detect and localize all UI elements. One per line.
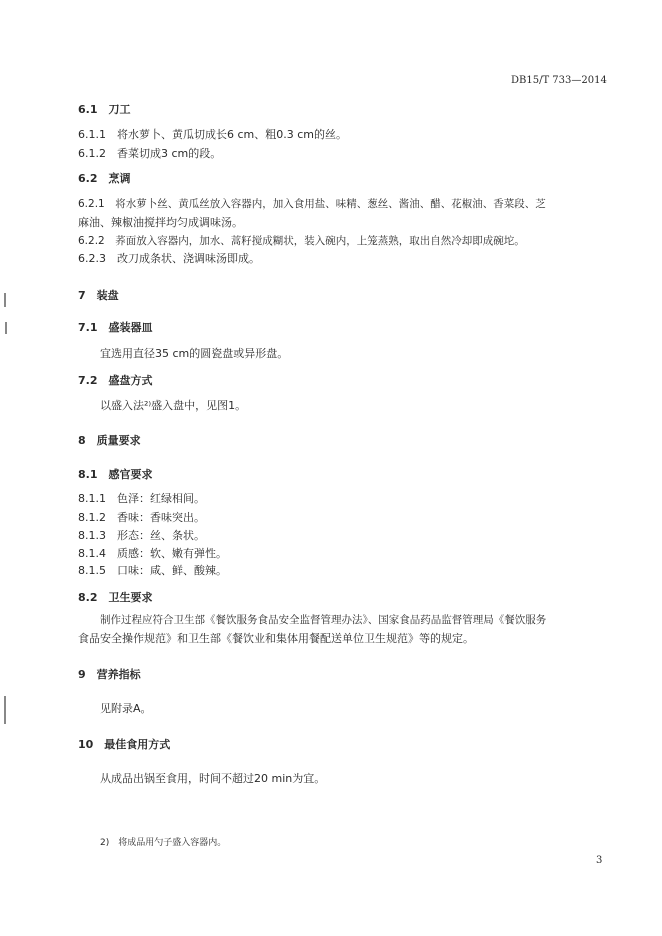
sensory-item: 8.1.2 香味：香味突出。 (78, 511, 205, 524)
item-6-1-2: 6.1.2 香菜切成3 cm的段。 (78, 147, 222, 160)
section-9-text: 见附录A。 (100, 702, 152, 715)
section-7-heading: 7 装盘 (78, 289, 119, 302)
sensory-item: 8.1.3 形态：丝、条状。 (78, 529, 205, 542)
section-8-2-text-line2: 食品安全操作规范》和卫生部《餐饮业和集体用餐配送单位卫生规范》等的规定。 (78, 632, 474, 645)
sensory-item: 8.1.4 质感：软、嫩有弹性。 (78, 547, 227, 560)
item-6-2-1-line2: 麻油、辣椒油搅拌均匀成调味汤。 (78, 216, 243, 229)
section-9-heading: 9 营养指标 (78, 668, 141, 681)
section-8-2-text-line1: 制作过程应符合卫生部《餐饮服务食品安全监督管理办法》、国家食品药品监督管理局《餐饮服务 (100, 614, 547, 626)
scan-mark (5, 322, 7, 334)
item-6-2-2: 6.2.2 荞面放入容器内，加水、蒿籽搅成糊状，装入碗内，上笼蒸熟，取出自然冷却即成碗坨。 (78, 235, 525, 247)
section-6-1-heading: 6.1 刀工 (78, 103, 131, 116)
page-number: 3 (596, 855, 603, 866)
scan-mark (4, 293, 6, 307)
section-8-2-heading: 8.2 卫生要求 (78, 591, 153, 604)
section-7-2-heading: 7.2 盛盘方式 (78, 374, 153, 387)
item-6-1-1: 6.1.1 将水萝卜、黄瓜切成长6 cm、粗0.3 cm的丝。 (78, 128, 347, 141)
sensory-item: 8.1.1 色泽：红绿相间。 (78, 492, 205, 505)
section-7-1-heading: 7.1 盛装器皿 (78, 321, 153, 334)
section-7-1-text: 宜选用直径35 cm的圆瓷盘或异形盘。 (100, 347, 289, 360)
section-8-heading: 8 质量要求 (78, 434, 141, 447)
item-6-2-3: 6.2.3 改刀成条状、浇调味汤即成。 (78, 252, 260, 265)
section-10-text: 从成品出锅至食用，时间不超过20 min为宜。 (100, 772, 326, 785)
section-10-heading: 10 最佳食用方式 (78, 738, 171, 751)
section-7-2-text: 以盛入法²⁾盛入盘中，见图1。 (100, 399, 247, 412)
footnote: 2) 将成品用勺子盛入容器内。 (100, 838, 227, 848)
section-8-1-heading: 8.1 感官要求 (78, 468, 153, 481)
sensory-item: 8.1.5 口味：咸、鲜、酸辣。 (78, 564, 227, 577)
item-6-2-1-line1: 6.2.1 将水萝卜丝、黄瓜丝放入容器内，加入食用盐、味精、葱丝、酱油、醋、花椒油、香菜段、芝 (78, 198, 546, 210)
document-code: DB15/T 733—2014 (511, 75, 607, 86)
section-6-2-heading: 6.2 烹调 (78, 172, 131, 185)
scan-mark (4, 696, 6, 724)
